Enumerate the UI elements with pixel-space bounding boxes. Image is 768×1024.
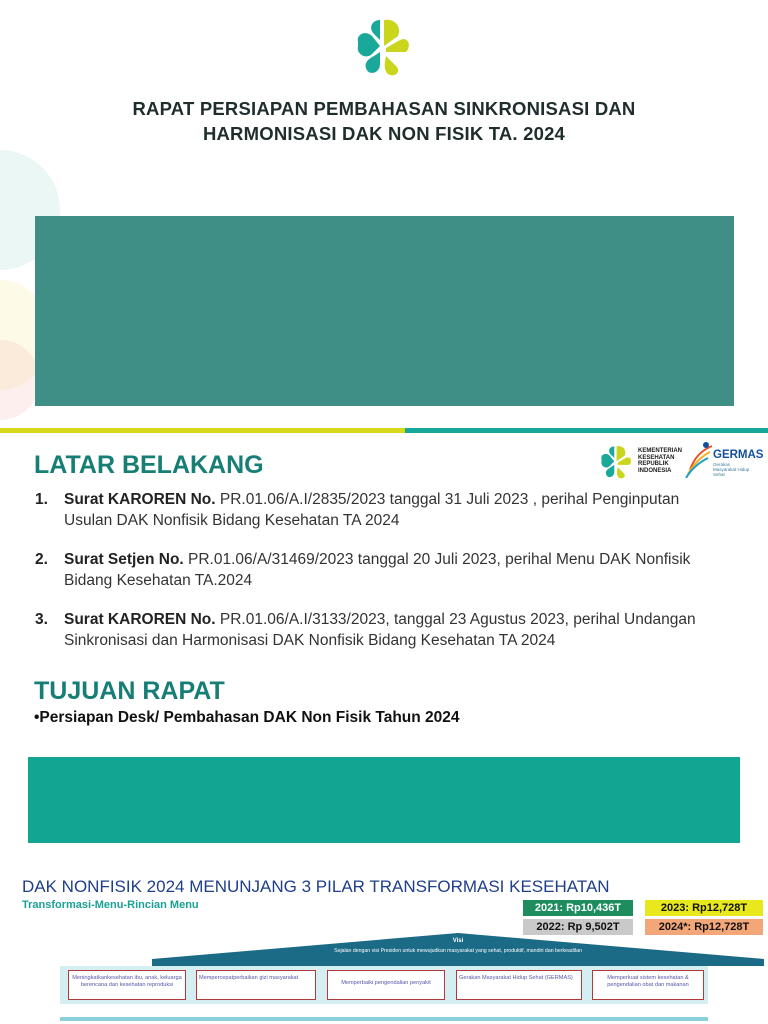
title-line-2: HARMONISASI DAK NON FISIK TA. 2024: [202, 123, 566, 144]
divider-band: [0, 428, 410, 433]
content-placeholder-box: [35, 216, 734, 406]
budget-badge-2022: 2022: Rp 9,502T: [523, 919, 633, 935]
pillar-box: Gerakan Masyarakat Hidup Sehat (GERMAS): [456, 970, 582, 1000]
background-list: [34, 489, 714, 669]
list-item: 1. Surat KAROREN No. PR.01.06/A.I/2835/2023 tanggal 31 Juli 2023 , perihal Penginputan Usulan DAK Nonfisik Bidang Kesehatan TA 2024: [35, 491, 680, 529]
objective-bullet: •Persiapan Desk/ Pembahasan DAK Non Fisik Tahun 2024: [34, 709, 460, 726]
slide-title-text: [60, 96, 708, 146]
visi-roof: [152, 931, 764, 966]
list-item: 3. Surat KAROREN No. PR.01.06/A.I/3133/2023, tanggal 23 Agustus 2023, perihal Undangan Sinkronisasi dan Harmonisasi DAK Nonfisik Bidang Kesehatan TA 2024: [35, 611, 696, 649]
divider-band: [405, 428, 768, 433]
visi-label: Visi: [452, 938, 464, 944]
germas-logo-text: GERMAS: [713, 449, 764, 461]
section-heading-tujuan-rapat: TUJUAN RAPAT: [34, 677, 225, 705]
visi-text: Sejalan dengan visi Presiden untuk mewujudkan masyarakat yang sehat, produktif, mandiri dan berkeadilan: [334, 948, 582, 954]
kemenkes-logo-icon: [354, 16, 412, 78]
bottom-stripe: [60, 1017, 708, 1021]
germas-logo-subtext: Gerakan Masyarakat Hidup Sehat: [713, 462, 750, 477]
budget-badge-2024: 2024*: Rp12,728T: [645, 919, 763, 935]
germas-logo-icon: [684, 440, 714, 478]
budget-badge-2021: 2021: Rp10,436T: [523, 900, 633, 916]
budget-badge-2023: 2023: Rp12,728T: [645, 900, 763, 916]
kemenkes-logo-icon: [598, 444, 634, 480]
pillar-box: Memperkuat sistem kesehatan & pengendalian obat dan makanan: [592, 970, 704, 1000]
kemenkes-logo-text: KEMENTERIAN KESEHATAN REPUBLIK INDONESIA: [638, 448, 683, 474]
content-placeholder-box: [28, 757, 740, 843]
section-heading-latar-belakang: LATAR BELAKANG: [34, 451, 264, 479]
title-line-1: RAPAT PERSIAPAN PEMBAHASAN SINKRONISASI DAN: [132, 98, 636, 119]
pillar-box: Memperbaiki pengendalian penyakit: [327, 970, 445, 1000]
slide-title-text: DAK NONFISIK 2024 MENUNJANG 3 PILAR TRANSFORMASI KESEHATAN: [22, 877, 610, 896]
list-item: 2. Surat Setjen No. PR.01.06/A/31469/2023 tanggal 20 Juli 2023, perihal Menu DAK Nonfisik Bidang Kesehatan TA.2024: [35, 551, 691, 589]
pillar-box: Meningkatkankesehatan ibu, anak, keluarga berencana dan kesehatan reproduksi: [68, 970, 186, 1000]
pillar-box: Mempercepatperbaikan gizi masyarakat: [196, 970, 316, 1000]
slide-subtitle: Transformasi-Menu-Rincian Menu: [22, 899, 199, 911]
